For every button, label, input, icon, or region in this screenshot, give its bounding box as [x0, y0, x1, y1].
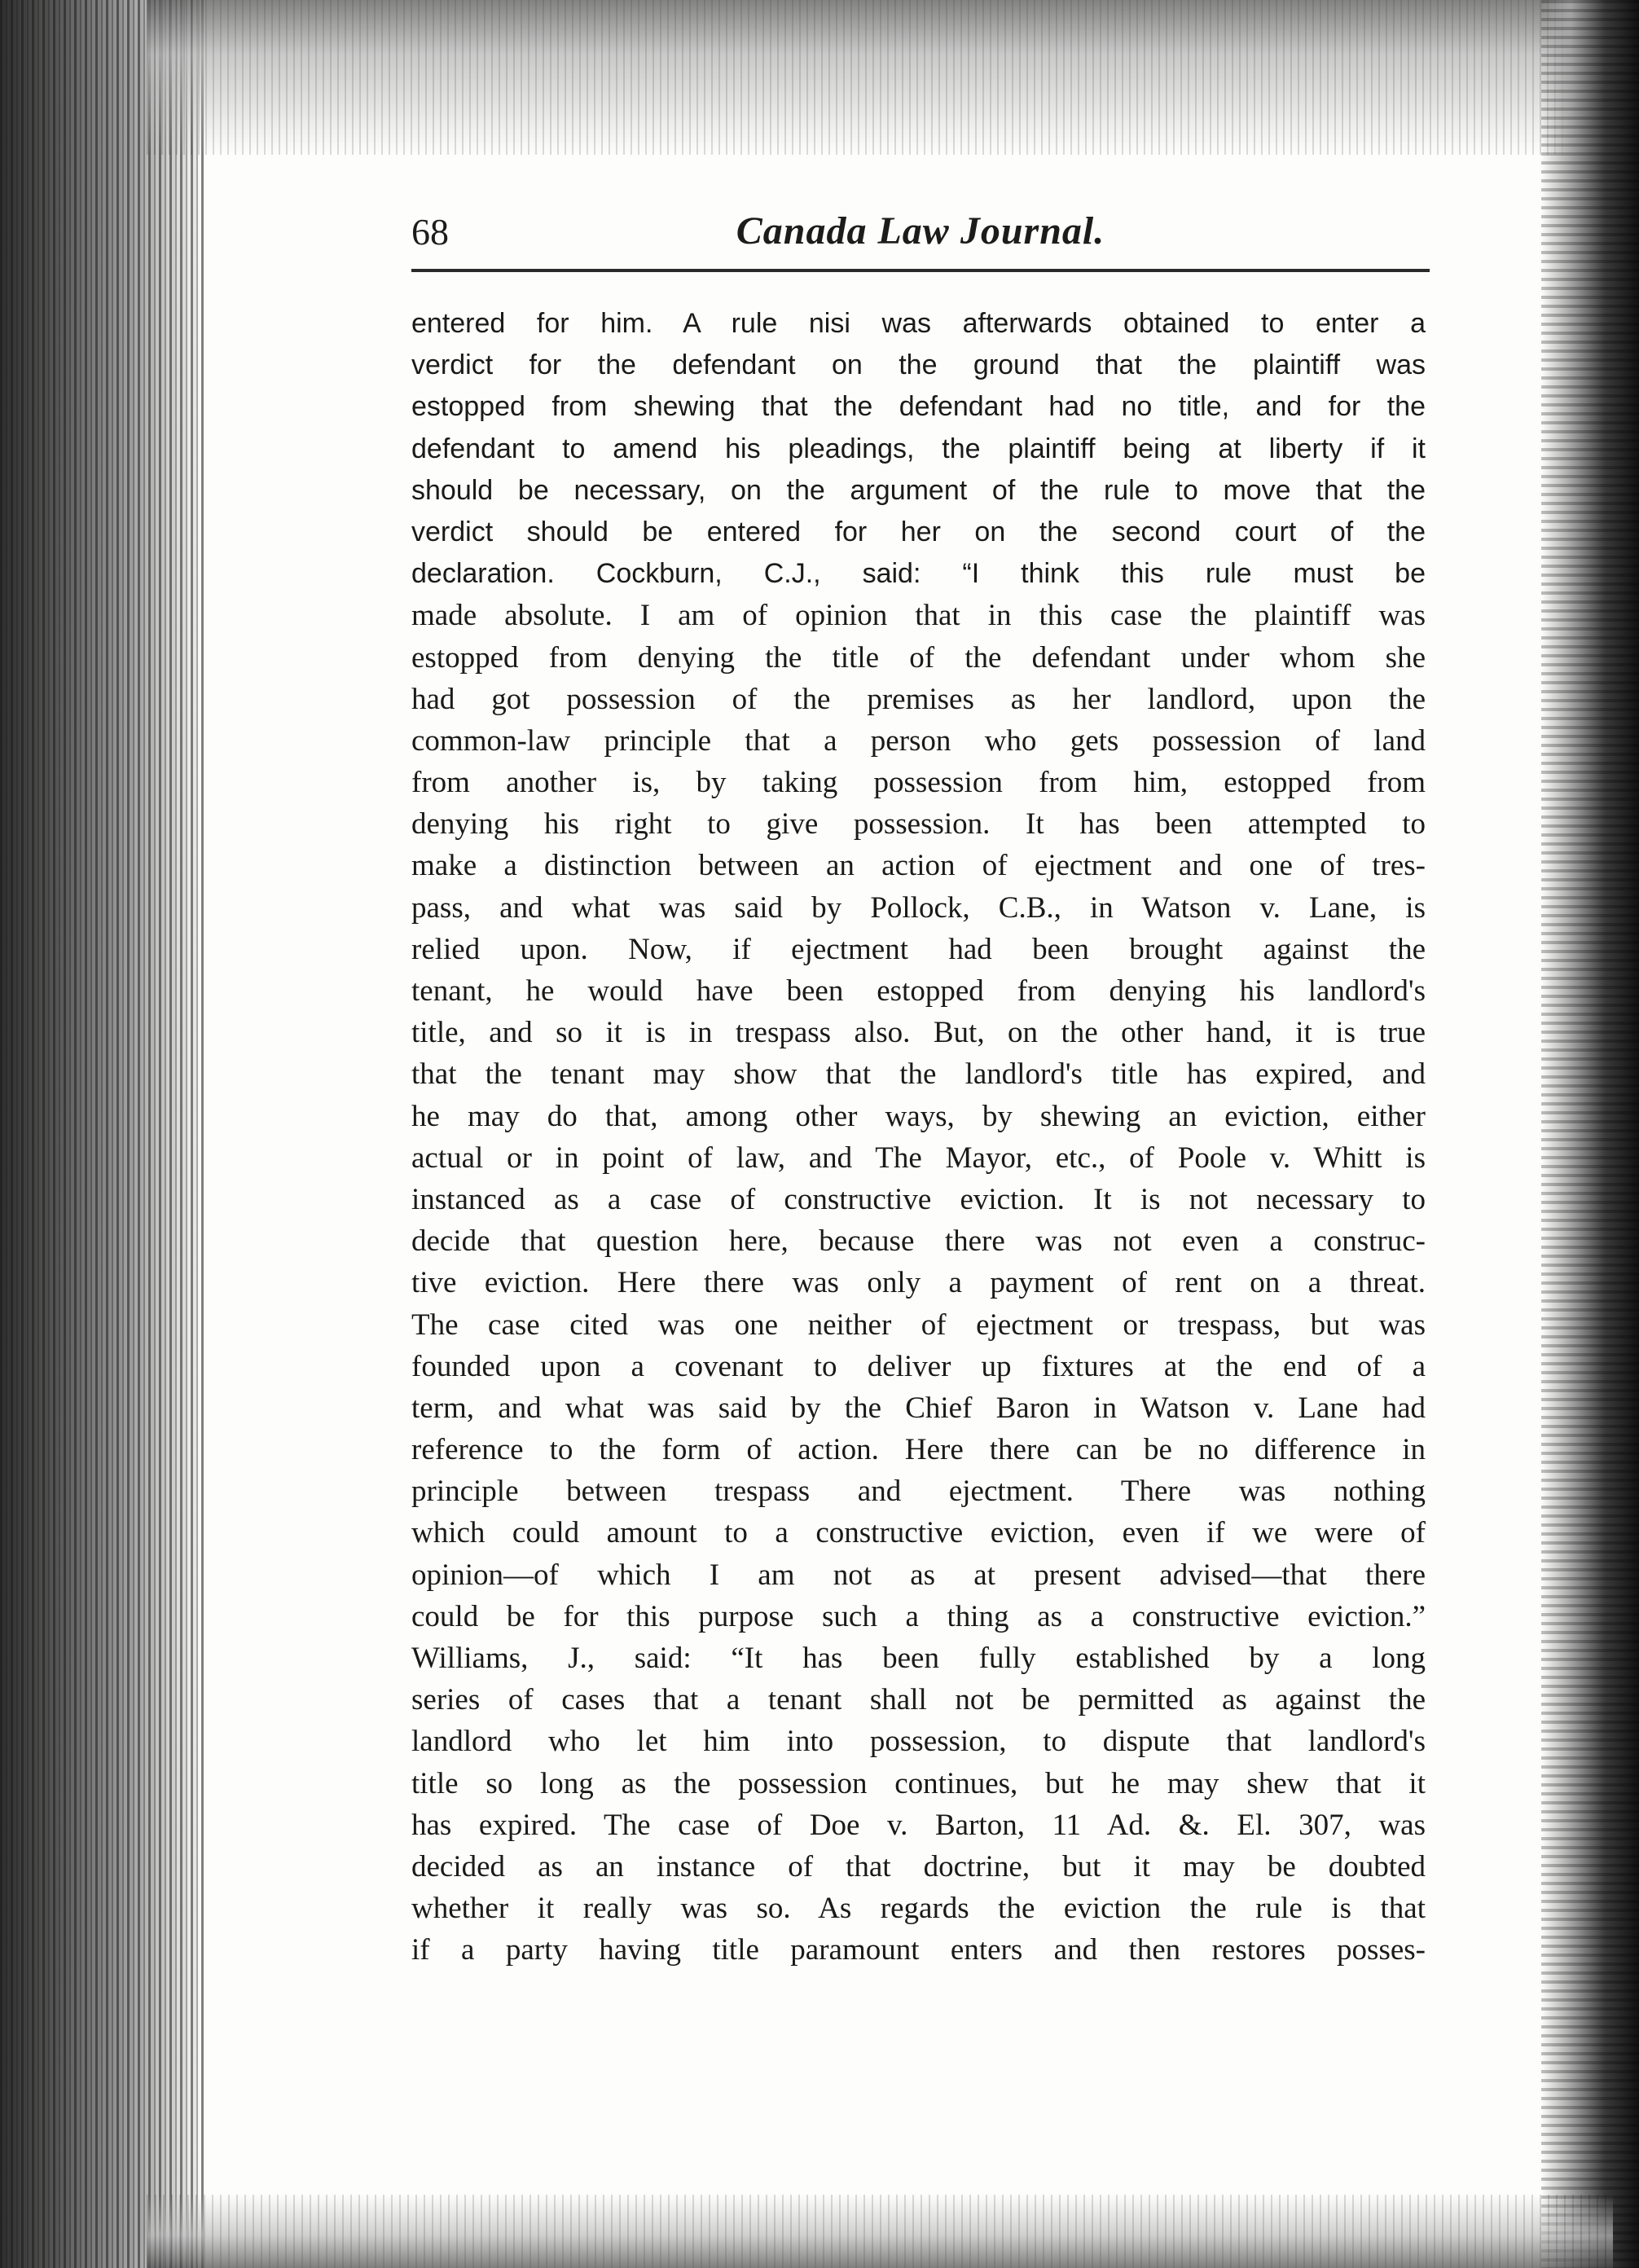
- text-line: decide that question here, because there was not even a construc-: [411, 1224, 1426, 1259]
- text-line: term, and what was said by the Chief Baron in Watson v. Lane had: [411, 1391, 1426, 1425]
- text-line: estopped from denying the title of the defendant under whom she: [411, 640, 1426, 675]
- text-line: make a distinction between an action of ejectment and one of tres-: [411, 849, 1426, 883]
- text-line: principle between trespass and ejectment. There was nothing: [411, 1475, 1426, 1509]
- text-line: verdict should be entered for her on the second court of the: [411, 516, 1426, 547]
- text-line: has expired. The case of Doe v. Barton, 11 Ad. &. El. 307, was: [411, 1808, 1426, 1842]
- page-number: 68: [411, 211, 449, 253]
- bottom-edge-shadow: [147, 2195, 1613, 2268]
- text-line: from another is, by taking possession from him, estopped from: [411, 766, 1426, 800]
- text-line: made absolute. I am of opinion that in this case the plaintiff was: [411, 599, 1426, 633]
- text-line: tenant, he would have been estopped from denying his landlord's: [411, 974, 1426, 1008]
- text-line: estopped from shewing that the defendant had no title, and for the: [411, 391, 1426, 423]
- text-line: if a party having title paramount enters and then restores posses-: [411, 1933, 1426, 1967]
- text-line: tive eviction. Here there was only a payment of rent on a threat.: [411, 1266, 1426, 1300]
- text-line: that the tenant may show that the landlord's title has expired, and: [411, 1057, 1426, 1092]
- text-line: had got possession of the premises as her landlord, upon the: [411, 682, 1426, 716]
- text-line: pass, and what was said by Pollock, C.B., in Watson v. Lane, is: [411, 890, 1426, 925]
- text-line: declaration. Cockburn, C.J., said: “I think this rule must be: [411, 558, 1426, 590]
- text-line: common-law principle that a person who gets possession of land: [411, 723, 1426, 758]
- text-line: denying his right to give possession. It has been attempted to: [411, 807, 1426, 842]
- text-line: The case cited was one neither of ejectment or trespass, but was: [411, 1308, 1426, 1342]
- text-line: relied upon. Now, if ejectment had been brought against the: [411, 932, 1426, 966]
- text-line: title, and so it is in trespass also. But, on the other hand, it is true: [411, 1016, 1426, 1050]
- text-line: title so long as the possession continues, but he may shew that it: [411, 1766, 1426, 1800]
- text-line: he may do that, among other ways, by shewing an eviction, either: [411, 1099, 1426, 1133]
- text-line: Williams, J., said: “It has been fully established by a long: [411, 1642, 1426, 1675]
- top-edge-shadow: [147, 0, 1572, 155]
- text-line: which could amount to a constructive eviction, even if we were of: [411, 1516, 1426, 1550]
- text-line: could be for this purpose such a thing as a constructive eviction.”: [411, 1599, 1426, 1633]
- body-text: [411, 303, 1426, 1971]
- text-line: reference to the form of action. Here there can be no difference in: [411, 1433, 1426, 1467]
- binding-shadow: [0, 0, 204, 2268]
- text-line: instanced as a case of constructive eviction. It is not necessary to: [411, 1182, 1426, 1216]
- right-edge-shadow: [1541, 0, 1639, 2268]
- text-line: opinion—of which I am not as at present advised—that there: [411, 1558, 1426, 1592]
- text-line: should be necessary, on the argument of the rule to move that the: [411, 474, 1426, 506]
- text-line: decided as an instance of that doctrine, but it may be doubted: [411, 1849, 1426, 1883]
- text-line: defendant to amend his pleadings, the plaintiff being at liberty if it: [411, 433, 1426, 464]
- text-line: series of cases that a tenant shall not be permitted as against the: [411, 1683, 1426, 1717]
- text-line: landlord who let him into possession, to dispute that landlord's: [411, 1725, 1426, 1759]
- journal-title: Canada Law Journal.: [736, 209, 1105, 253]
- text-line: verdict for the defendant on the ground that the plaintiff was: [411, 349, 1426, 381]
- running-head: [411, 210, 1430, 267]
- text-line: entered for him. A rule nisi was afterwards obtained to enter a: [411, 308, 1426, 339]
- text-line: founded upon a covenant to deliver up fixtures at the end of a: [411, 1349, 1426, 1383]
- text-line: actual or in point of law, and The Mayor, etc., of Poole v. Whitt is: [411, 1141, 1426, 1175]
- text-line: whether it really was so. As regards the eviction the rule is that: [411, 1892, 1426, 1926]
- header-rule: [411, 269, 1430, 272]
